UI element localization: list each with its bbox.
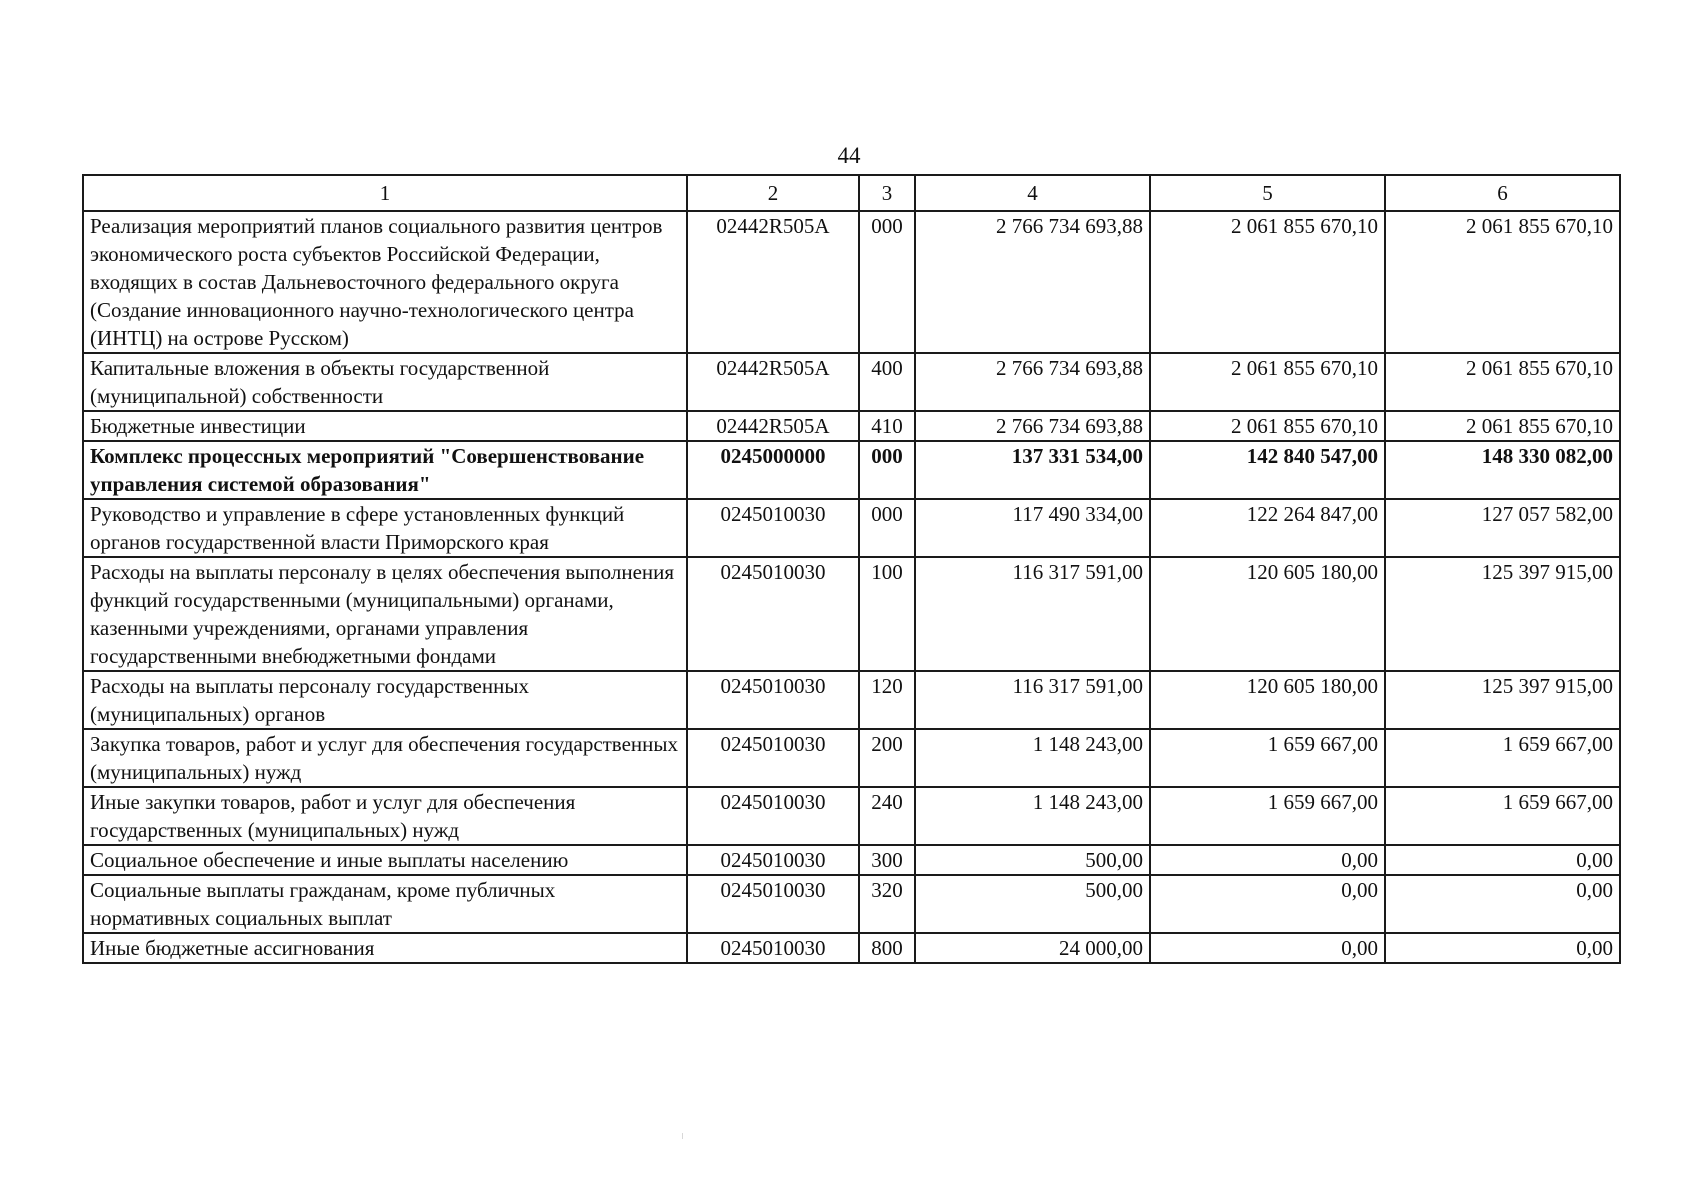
cell-target-code: 0245010030 — [687, 845, 859, 875]
cell-amount-col5: 0,00 — [1150, 875, 1385, 933]
cell-target-code: 0245010030 — [687, 875, 859, 933]
cell-amount-col5: 0,00 — [1150, 933, 1385, 963]
cell-name: Иные бюджетные ассигнования — [83, 933, 687, 963]
page-number: 44 — [837, 143, 861, 168]
cell-target-code: 0245010030 — [687, 499, 859, 557]
table-row — [83, 211, 1620, 353]
cell-expense-type: 200 — [859, 729, 915, 787]
cell-amount-col4: 1 148 243,00 — [915, 729, 1150, 787]
cell-amount-col6: 148 330 082,00 — [1385, 441, 1620, 499]
cell-amount-col4: 117 490 334,00 — [915, 499, 1150, 557]
cell-amount-col4: 137 331 534,00 — [915, 441, 1150, 499]
cell-target-code: 02442R505A — [687, 211, 859, 353]
cell-amount-col5: 1 659 667,00 — [1150, 787, 1385, 845]
cell-amount-col5: 1 659 667,00 — [1150, 729, 1385, 787]
table-row — [83, 875, 1620, 933]
cell-amount-col6: 125 397 915,00 — [1385, 671, 1620, 729]
cell-amount-col4: 1 148 243,00 — [915, 787, 1150, 845]
cell-amount-col6: 2 061 855 670,10 — [1385, 211, 1620, 353]
cell-amount-col4: 500,00 — [915, 845, 1150, 875]
cell-expense-type: 000 — [859, 499, 915, 557]
cell-amount-col6: 2 061 855 670,10 — [1385, 353, 1620, 411]
cell-amount-col5: 2 061 855 670,10 — [1150, 353, 1385, 411]
cell-amount-col6: 1 659 667,00 — [1385, 787, 1620, 845]
table-row — [83, 787, 1620, 845]
table-row — [83, 499, 1620, 557]
cell-amount-col5: 142 840 547,00 — [1150, 441, 1385, 499]
table-row — [83, 933, 1620, 963]
cell-expense-type: 000 — [859, 211, 915, 353]
column-header: 5 — [1150, 175, 1385, 211]
column-header: 6 — [1385, 175, 1620, 211]
cell-amount-col6: 0,00 — [1385, 933, 1620, 963]
cell-amount-col6: 127 057 582,00 — [1385, 499, 1620, 557]
cell-amount-col6: 0,00 — [1385, 845, 1620, 875]
cell-target-code: 02442R505A — [687, 353, 859, 411]
cell-expense-type: 240 — [859, 787, 915, 845]
column-header: 2 — [687, 175, 859, 211]
cell-amount-col5: 0,00 — [1150, 845, 1385, 875]
cell-name: Расходы на выплаты персоналу государственных (муниципальных) органов — [83, 671, 687, 729]
budget-table — [82, 174, 1621, 964]
cell-amount-col4: 116 317 591,00 — [915, 671, 1150, 729]
table-row — [83, 671, 1620, 729]
cell-target-code: 02442R505A — [687, 411, 859, 441]
cell-expense-type: 100 — [859, 557, 915, 671]
cell-name: Социальные выплаты гражданам, кроме публичных нормативных социальных выплат — [83, 875, 687, 933]
cell-expense-type: 120 — [859, 671, 915, 729]
cell-name: Социальное обеспечение и иные выплаты населению — [83, 845, 687, 875]
cell-amount-col4: 500,00 — [915, 875, 1150, 933]
table-row — [83, 845, 1620, 875]
cell-name: Капитальные вложения в объекты государственной (муниципальной) собственности — [83, 353, 687, 411]
cell-amount-col6: 0,00 — [1385, 875, 1620, 933]
table-row — [83, 441, 1620, 499]
cell-expense-type: 800 — [859, 933, 915, 963]
cell-amount-col6: 125 397 915,00 — [1385, 557, 1620, 671]
table-row — [83, 411, 1620, 441]
cell-name: Руководство и управление в сфере установленных функций органов государственной власти Приморского края — [83, 499, 687, 557]
cell-amount-col5: 2 061 855 670,10 — [1150, 211, 1385, 353]
cell-expense-type: 400 — [859, 353, 915, 411]
cell-name: Закупка товаров, работ и услуг для обеспечения государственных (муниципальных) нужд — [83, 729, 687, 787]
cell-amount-col4: 24 000,00 — [915, 933, 1150, 963]
cell-amount-col4: 2 766 734 693,88 — [915, 211, 1150, 353]
cell-target-code: 0245010030 — [687, 933, 859, 963]
table-row — [83, 729, 1620, 787]
cell-name: Иные закупки товаров, работ и услуг для обеспечения государственных (муниципальных) нужд — [83, 787, 687, 845]
cell-name: Расходы на выплаты персоналу в целях обеспечения выполнения функций государственными (муниципальными) органами, казенными учреждениями, органами управления государственными внебюджетными фондами — [83, 557, 687, 671]
cell-amount-col5: 120 605 180,00 — [1150, 557, 1385, 671]
cell-target-code: 0245000000 — [687, 441, 859, 499]
cell-target-code: 0245010030 — [687, 557, 859, 671]
cell-amount-col6: 2 061 855 670,10 — [1385, 411, 1620, 441]
scan-mark — [682, 1133, 683, 1139]
cell-target-code: 0245010030 — [687, 787, 859, 845]
cell-amount-col5: 120 605 180,00 — [1150, 671, 1385, 729]
cell-amount-col4: 2 766 734 693,88 — [915, 411, 1150, 441]
cell-amount-col4: 116 317 591,00 — [915, 557, 1150, 671]
table-row — [83, 353, 1620, 411]
cell-expense-type: 000 — [859, 441, 915, 499]
column-header: 1 — [83, 175, 687, 211]
cell-name: Комплекс процессных мероприятий "Совершенствование управления системой образования" — [83, 441, 687, 499]
cell-expense-type: 410 — [859, 411, 915, 441]
cell-name: Бюджетные инвестиции — [83, 411, 687, 441]
column-header: 4 — [915, 175, 1150, 211]
cell-name: Реализация мероприятий планов социального развития центров экономического роста субъектов Российской Федерации, входящих в состав Дальневосточного федерального округа (Создание инновационного научно-технологического центра (ИНТЦ) на острове Русском) — [83, 211, 687, 353]
cell-amount-col4: 2 766 734 693,88 — [915, 353, 1150, 411]
cell-amount-col6: 1 659 667,00 — [1385, 729, 1620, 787]
cell-target-code: 0245010030 — [687, 671, 859, 729]
cell-target-code: 0245010030 — [687, 729, 859, 787]
table-row — [83, 557, 1620, 671]
column-header: 3 — [859, 175, 915, 211]
cell-expense-type: 300 — [859, 845, 915, 875]
header-row — [83, 175, 1620, 211]
cell-amount-col5: 122 264 847,00 — [1150, 499, 1385, 557]
cell-expense-type: 320 — [859, 875, 915, 933]
cell-amount-col5: 2 061 855 670,10 — [1150, 411, 1385, 441]
